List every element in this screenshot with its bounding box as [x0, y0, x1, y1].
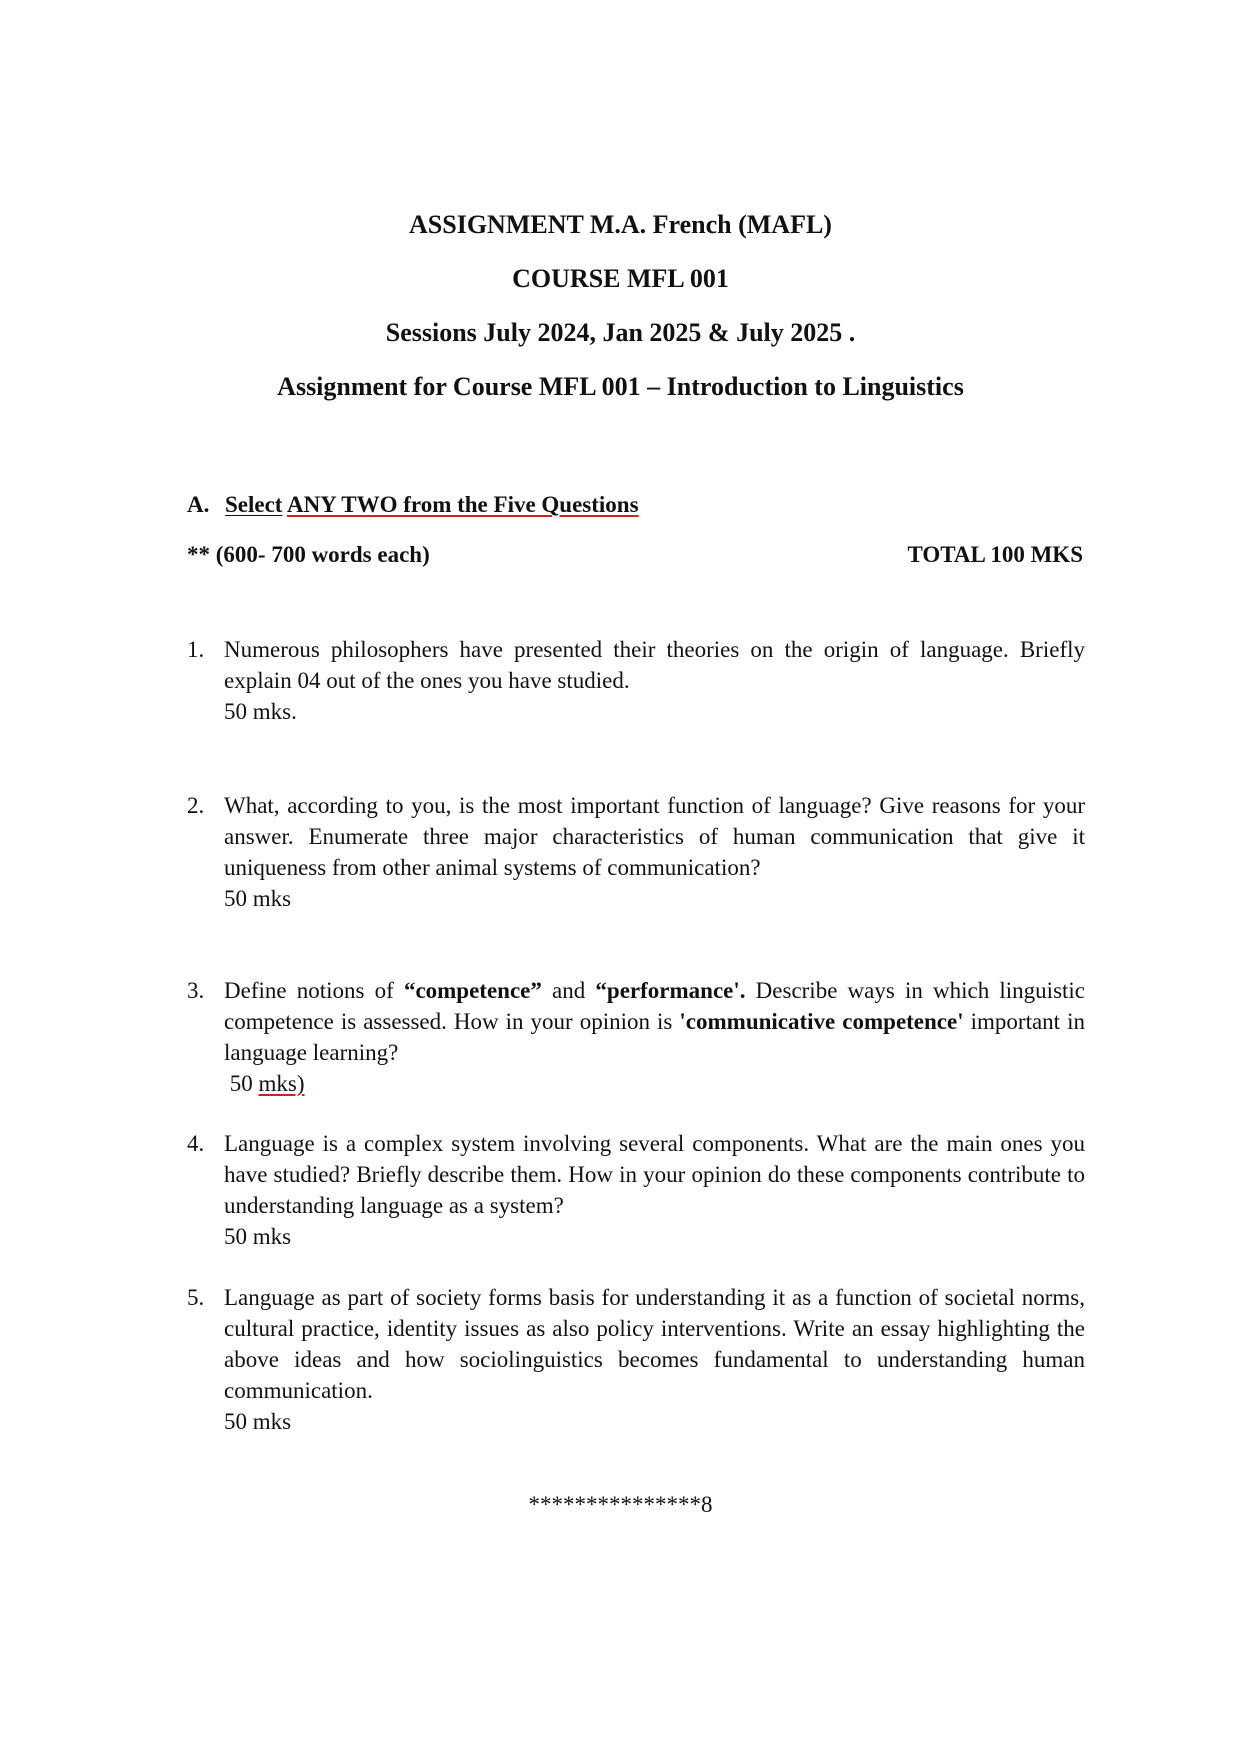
- question-text-part: Define notions of: [224, 978, 404, 1003]
- question-item: [187, 975, 1085, 1099]
- question-text: Language is a complex system involving several components. What are the main ones you have studied? Briefly describe them. How in your opinion do these components contribute to understanding language as a system?: [224, 1131, 1085, 1218]
- question-text-part: important in language learning?: [224, 1009, 1085, 1065]
- section-select-word: Select: [225, 492, 283, 517]
- sessions-line: Sessions July 2024, Jan 2025 & July 2025 .: [385, 318, 856, 347]
- section-label: A.: [187, 492, 210, 517]
- question-item: [187, 1128, 1085, 1252]
- section-heading: [187, 492, 639, 518]
- question-marks: 50 mks.: [224, 699, 297, 724]
- question-number: 3.: [187, 978, 205, 1003]
- question-marks: [224, 1068, 1085, 1099]
- question-text: Language as part of society forms basis for understanding it as a function of societal norms, cultural practice, identity issues as also policy interventions. Write an essay highlighting the above ideas and how sociolinguistics becomes fundamental to understanding human communication.: [224, 1285, 1085, 1403]
- question-item: [187, 1282, 1085, 1437]
- question-marks: 50 mks: [224, 1224, 292, 1249]
- section-instruction: ANY TWO from the Five Questions: [286, 492, 639, 517]
- question-number: 5.: [187, 1285, 205, 1310]
- question-marks: 50 mks: [224, 886, 292, 911]
- question-number: 2.: [187, 793, 205, 818]
- question-item: [187, 790, 1085, 914]
- total-marks: TOTAL 100 MKS: [907, 542, 1083, 567]
- question-text: Numerous philosophers have presented their theories on the origin of language. Briefly explain 04 out of the ones you have studied.: [224, 637, 1085, 693]
- course-code: COURSE MFL 001: [512, 264, 729, 293]
- question-text-part: and: [541, 978, 596, 1003]
- assignment-title: ASSIGNMENT M.A. French (MAFL): [409, 210, 832, 239]
- term-communicative-competence: 'communicative competence': [679, 1009, 964, 1034]
- question-number: 1.: [187, 637, 205, 662]
- word-limit: ** (600- 700 words each): [187, 542, 430, 567]
- term-performance: “performance'.: [595, 978, 746, 1003]
- question-text-part: Describe ways in which linguistic competence is assessed. How in your opinion is: [224, 978, 1086, 1034]
- question-number: 4.: [187, 1131, 205, 1156]
- marks-unit: mks): [258, 1071, 305, 1096]
- document-header: [0, 198, 1241, 414]
- term-competence: “competence”: [403, 978, 542, 1003]
- word-limit-row: [187, 542, 1083, 568]
- course-title: Assignment for Course MFL 001 – Introduction to Linguistics: [277, 372, 964, 401]
- question-text: [224, 975, 1085, 1068]
- question-marks: 50 mks: [224, 1409, 292, 1434]
- question-text: What, according to you, is the most important function of language? Give reasons for your answer. Enumerate three major characteristics of human communication that give it uniqueness from other animal systems of communication?: [224, 793, 1085, 880]
- end-marker: ***************8: [528, 1492, 713, 1517]
- marks-number: 50: [224, 1071, 259, 1096]
- question-item: [187, 634, 1085, 727]
